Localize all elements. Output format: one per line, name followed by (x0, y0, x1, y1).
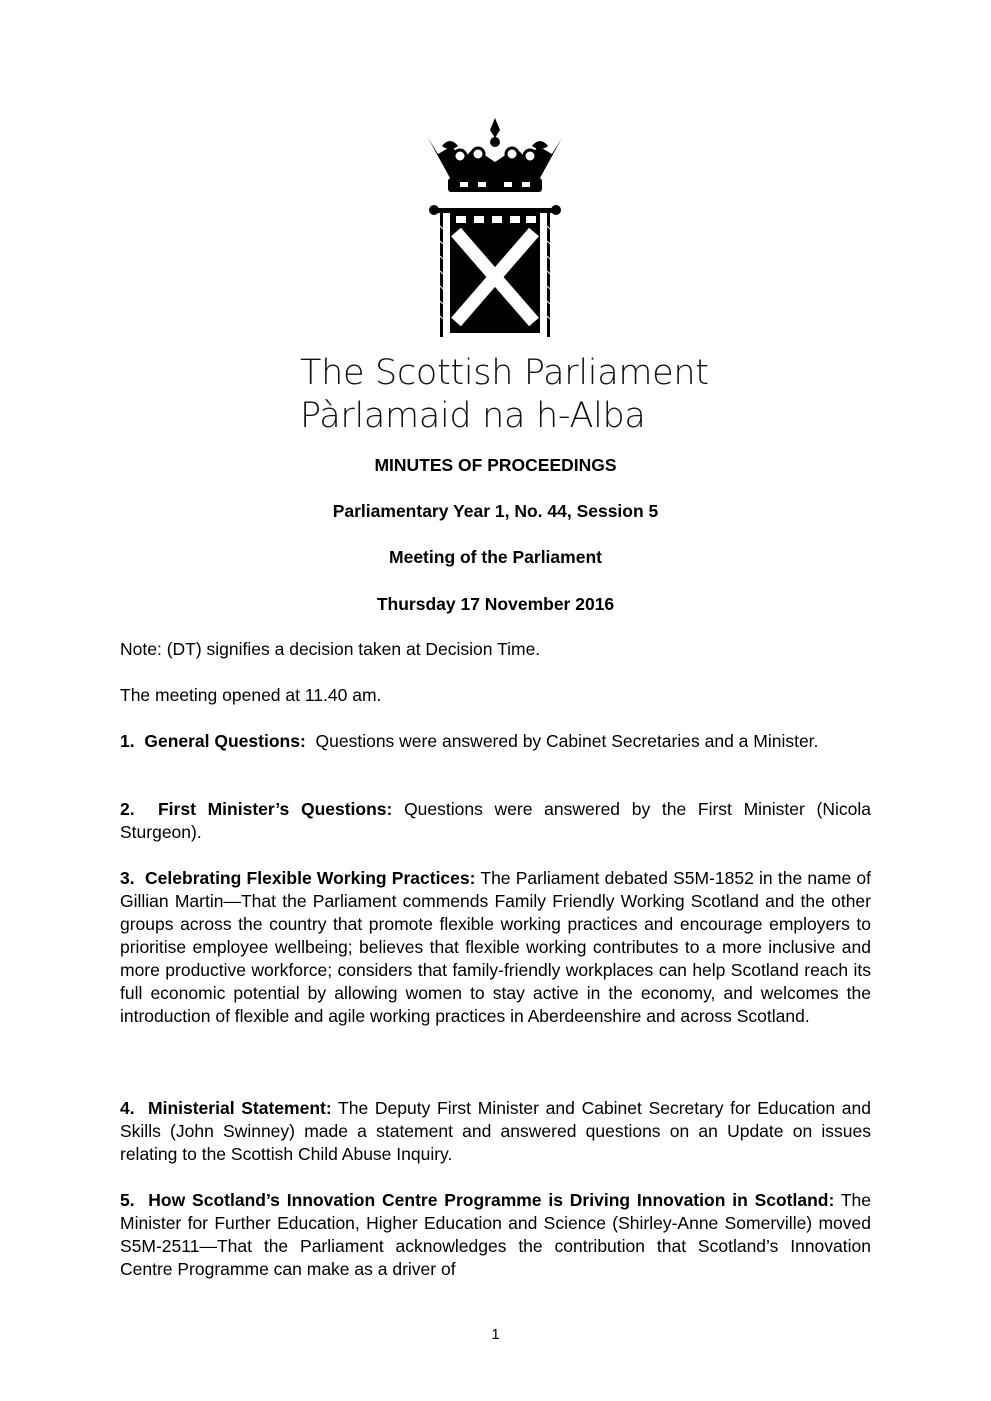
parliament-name-english: The Scottish Parliament (300, 353, 709, 393)
item-heading: How Scotland’s Innovation Centre Programme is Driving Innovation in Scotland: (148, 1190, 835, 1210)
item-number: 2. (120, 799, 135, 819)
meeting-date: Thursday 17 November 2016 (376, 594, 615, 614)
item-text: The Deputy First Minister and Cabinet Secretary for Education and Skills (John Swinney) made a statement and answered questions on an Update on issues relating to the Scottish Child Abuse Inquiry. (120, 1098, 871, 1164)
minute-item (120, 867, 871, 1028)
minute-item (120, 1097, 871, 1166)
minute-item (120, 798, 871, 844)
parliament-name (300, 352, 720, 438)
page-number: 1 (491, 1326, 500, 1343)
scottish-parliament-crest-icon (420, 116, 570, 340)
parliament-name-gaelic: Pàrlamaid na h-Alba (300, 396, 646, 436)
item-heading: General Questions: (144, 731, 306, 751)
opening-time: The meeting opened at 11.40 am. (120, 685, 382, 705)
minute-item (120, 1189, 871, 1281)
minute-item (120, 730, 871, 753)
item-number: 4. (120, 1098, 135, 1118)
item-number: 1. (120, 731, 135, 751)
document-subtitle: Parliamentary Year 1, No. 44, Session 5 (332, 501, 659, 521)
item-heading: Ministerial Statement: (148, 1098, 332, 1118)
item-heading: Celebrating Flexible Working Practices: (145, 868, 476, 888)
item-heading: First Minister’s Questions: (157, 799, 393, 819)
item-text: Questions were answered by Cabinet Secretaries and a Minister. (315, 731, 819, 751)
item-text: Questions were answered by the First Minister (Nicola Sturgeon). (120, 799, 871, 842)
item-number: 3. (120, 868, 135, 888)
decision-time-note: Note: (DT) signifies a decision taken at Decision Time. (120, 639, 541, 659)
item-text: The Parliament debated S5M-1852 in the name of Gillian Martin—That the Parliament commends Family Friendly Working Scotland and the other groups across the country that promote flexible working practices and encourage employers to prioritise employee wellbeing; believes that flexible working contributes to a more inclusive and more productive workforce; considers that family-friendly workplaces can help Scotland reach its full economic potential by allowing women to stay active in the economy, and welcomes the introduction of flexible and agile working practices in Aberdeenshire and across Scotland. (120, 868, 872, 1026)
document-title: MINUTES OF PROCEEDINGS (374, 455, 617, 475)
item-text: The Minister for Further Education, Higher Education and Science (Shirley-Anne Somerville) moved S5M-2511—That the Parliament acknowledges the contribution that Scotland’s Innovation Centre Programme can make as a driver of (120, 1190, 871, 1279)
item-number: 5. (120, 1190, 135, 1210)
meeting-heading: Meeting of the Parliament (389, 547, 602, 567)
